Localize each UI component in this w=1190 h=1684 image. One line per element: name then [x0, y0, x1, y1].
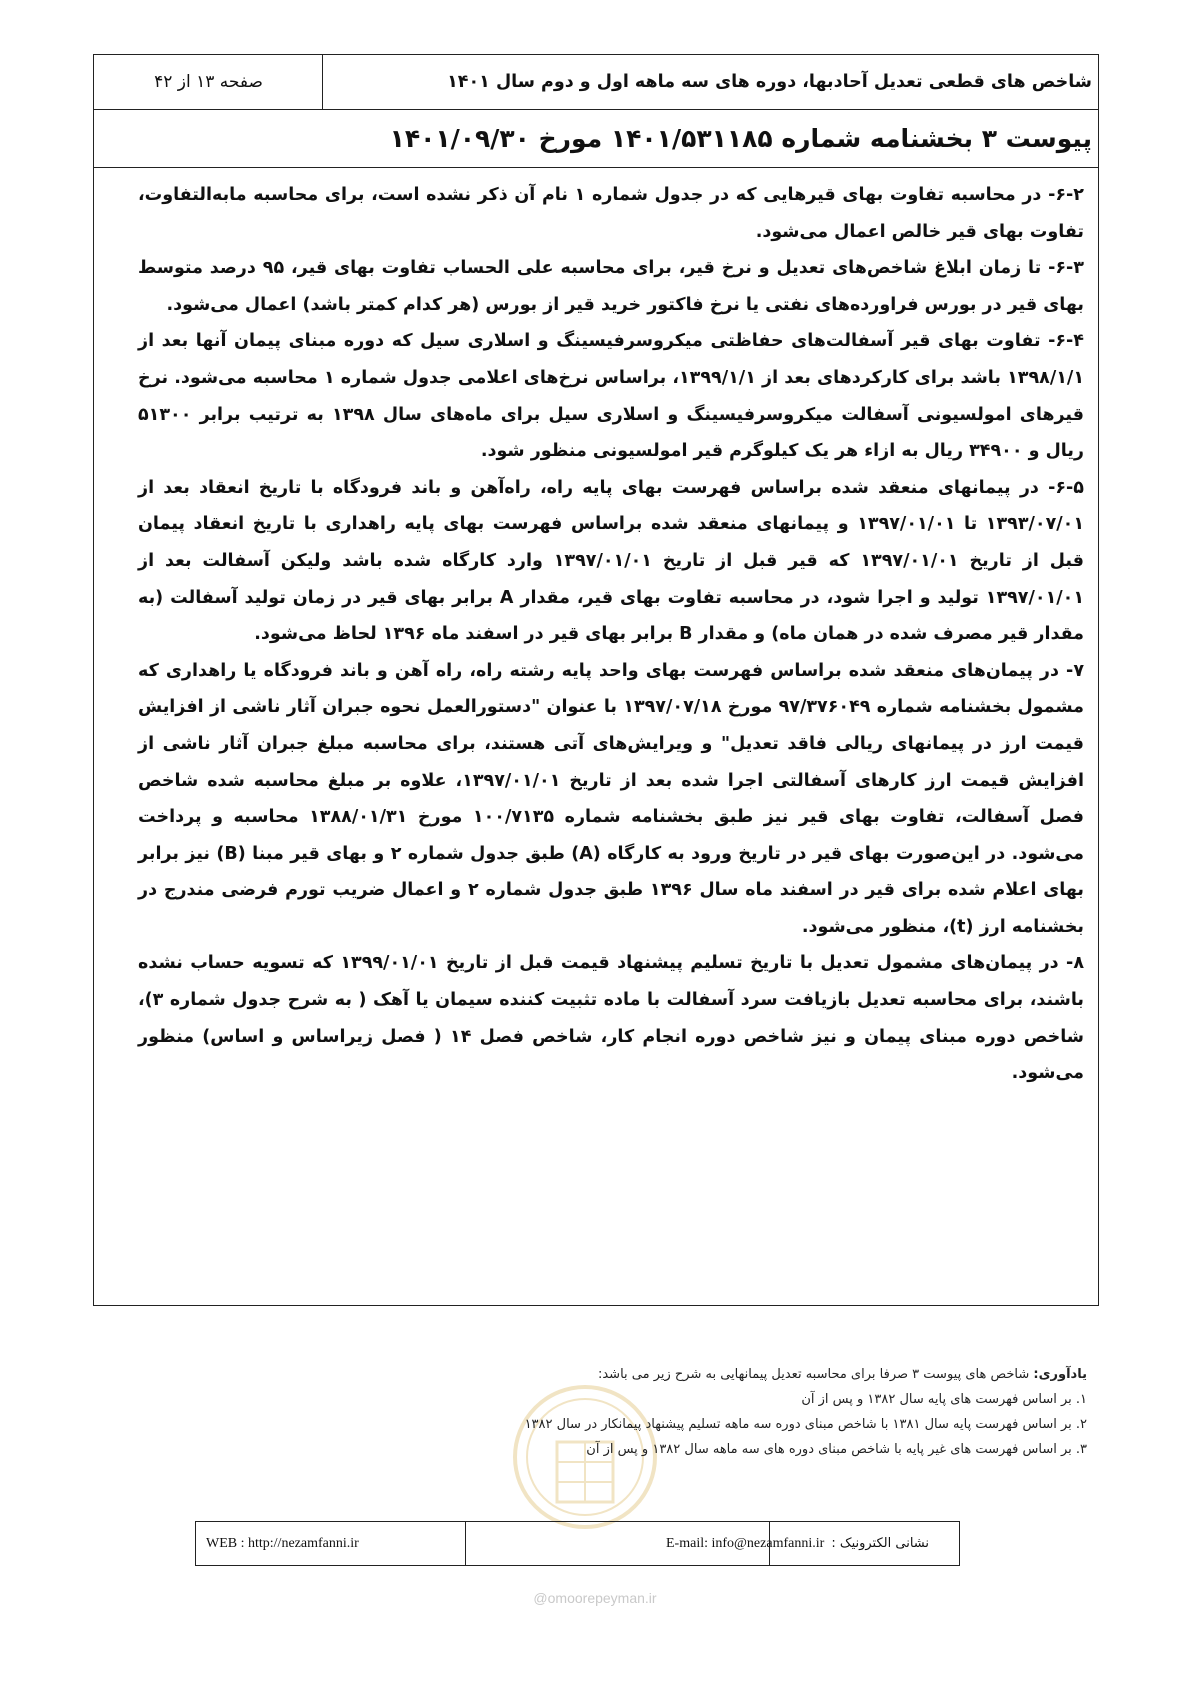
- paragraph-6-4: ۶-۴- تفاوت بهای قیر آسفالت‌های حفاظتی میکروسرفیسینگ و اسلاری سیل که دوره مبنای پیمان آنها بعد از ۱۳۹۸/۱/۱ باشد برای کارکردهای بعد از ۱۳۹۹/۱/۱، براساس نرخ‌های اعلامی جدول شماره ۱ محاسبه می‌شود. نرخ قیرهای امولسیونی آسفالت میکروسرفیسینگ و اسلاری سیل برای ماه‌های سال ۱۳۹۸ به ترتیب برابر ۵۱۳۰۰ ریال و ۳۴۹۰۰ ریال به ازاء هر یک کیلوگرم قیر امولسیونی منظور شود.: [138, 331, 1085, 462]
- reminder-item-1: ۱. بر اساس فهرست های پایه سال ۱۳۸۲ و پس از آن: [801, 1392, 1087, 1407]
- document-title: شاخص های قطعی تعدیل آحادبها، دوره های سه ماهه اول و دوم سال ۱۴۰۱: [322, 55, 1098, 109]
- email-link[interactable]: E-mail: info@nezamfanni.ir: [666, 1536, 825, 1551]
- paragraph-7: ۷- در پیمان‌های منعقد شده براساس فهرست بهای واحد پایه رشته راه، راه آهن و باند فرودگاه یا راهداری که مشمول بخشنامه شماره ۹۷/۳۷۶۰۴۹ مورخ ۱۳۹۷/۰۷/۱۸ با عنوان "دستورالعمل نحوه جبران آثار ناشی از افزایش قیمت ارز در پیمانهای ریالی فاقد تعدیل" و ویرایش‌های آتی هستند، برای محاسبه مبلغ جبران آثار ناشی از افزایش قیمت ارز کارهای آسفالتی اجرا شده بعد از تاریخ ۱۳۹۷/۰۱/۰۱، علاوه بر مبلغ محاسبه شده شاخص فصل آسفالت، تفاوت بهای قیر نیز طبق بخشنامه شماره ۱۰۰/۷۱۳۵ مورخ ۱۳۸۸/۰۱/۳۱ محاسبه و پرداخت می‌شود. در این‌صورت بهای قیر در تاریخ ورود به کارگاه (A) طبق جدول شماره ۲ و بهای قیر مبنا (B) نیز برابر بهای اعلام شده برای قیر در اسفند ماه سال ۱۳۹۶ طبق جدول شماره ۲ و اعمال ضریب تورم فرضی مندرج در بخشنامه ارز (t)، منظور می‌شود.: [138, 660, 1084, 937]
- reminder-lead: یادآوری:: [1033, 1367, 1087, 1382]
- document-frame: [93, 54, 1099, 1306]
- contact-label: نشانی الکترونیک :: [769, 1522, 959, 1565]
- page-number: صفحه ۱۳ از ۴۲: [154, 72, 263, 92]
- annex-subtitle: پیوست ۳ بخشنامه شماره ۱۴۰۱/۵۳۱۱۸۵ مورخ ۱۴۰۱/۰۹/۳۰: [94, 110, 1098, 168]
- paragraph-6-2: ۶-۲- در محاسبه تفاوت بهای قیرهایی که در جدول شماره ۱ نام آن ذکر نشده است، برای محاسبه مابه‌التفاوت، تفاوت بهای قیر خالص اعمال می‌شود.: [138, 185, 1084, 242]
- paragraph-6-5: ۶-۵- در پیمانهای منعقد شده براساس فهرست بهای پایه راه، راه‌آهن و باند فرودگاه با تاریخ انعقاد بعد از ۱۳۹۳/۰۷/۰۱ تا ۱۳۹۷/۰۱/۰۱ و پیمانهای منعقد شده براساس فهرست بهای پایه راهداری با تاریخ انعقاد پیمان قبل از تاریخ ۱۳۹۷/۰۱/۰۱ که قیر قبل از تاریخ ۱۳۹۷/۰۱/۰۱ وارد کارگاه شده باشد ولیکن آسفالت بعد از ۱۳۹۷/۰۱/۰۱ تولید و اجرا شود، در محاسبه تفاوت بهای قیر، مقدار A برابر بهای قیر در زمان تولید آسفالت (به مقدار قیر مصرف شده در همان ماه) و مقدار B برابر بهای قیر در اسفند ماه ۱۳۹۶ لحاظ می‌شود.: [138, 477, 1085, 645]
- contact-box: [195, 1521, 960, 1566]
- reminder-item-2: ۲. بر اساس فهرست پایه سال ۱۳۸۱ با شاخص مبنای دوره سه ماهه تسلیم پیشنهاد پیمانکار در سال ۱۳۸۲: [524, 1417, 1087, 1432]
- header-row: [94, 55, 1098, 110]
- paragraph-8: ۸- در پیمان‌های مشمول تعدیل با تاریخ تسلیم پیشنهاد قیمت قبل از تاریخ ۱۳۹۹/۰۱/۰۱ که تسویه حساب نشده باشند، برای محاسبه تعدیل بازیافت سرد آسفالت با ماده تثبیت کننده سیمان یا آهک ( به شرح جدول شماره ۳)، شاخص دوره مبنای پیمان و نیز شاخص دوره انجام کار، شاخص فصل ۱۴ ( فصل زیراساس و اساس) منظور می‌شود.: [138, 953, 1084, 1084]
- watermark-text: @omoorepeyman.ir: [533, 1590, 657, 1606]
- reminder-item-3: ۳. بر اساس فهرست های غیر پایه با شاخص مبنای دوره های سه ماهه سال ۱۳۸۲ و پس از آن: [586, 1442, 1087, 1457]
- reminder-intro: [200, 1362, 1087, 1387]
- document-body: [138, 177, 1084, 1092]
- reminder-intro-text: شاخص های پیوست ۳ صرفا برای محاسبه تعدیل پیمانهایی به شرح زیر می باشد:: [597, 1367, 1034, 1382]
- paragraph-6-3: ۶-۳- تا زمان ابلاغ شاخص‌های تعدیل و نرخ قیر، برای محاسبه علی الحساب تفاوت بهای قیر، ۹۵ درصد متوسط بهای قیر در بورس فراورده‌های نفتی یا نرخ فاکتور خرید قیر از بورس (هر کدام کمتر باشد) اعمال می‌شود.: [138, 258, 1084, 315]
- website-link[interactable]: WEB : http://nezamfanni.ir: [196, 1522, 466, 1565]
- reminder-notes: [200, 1362, 1087, 1462]
